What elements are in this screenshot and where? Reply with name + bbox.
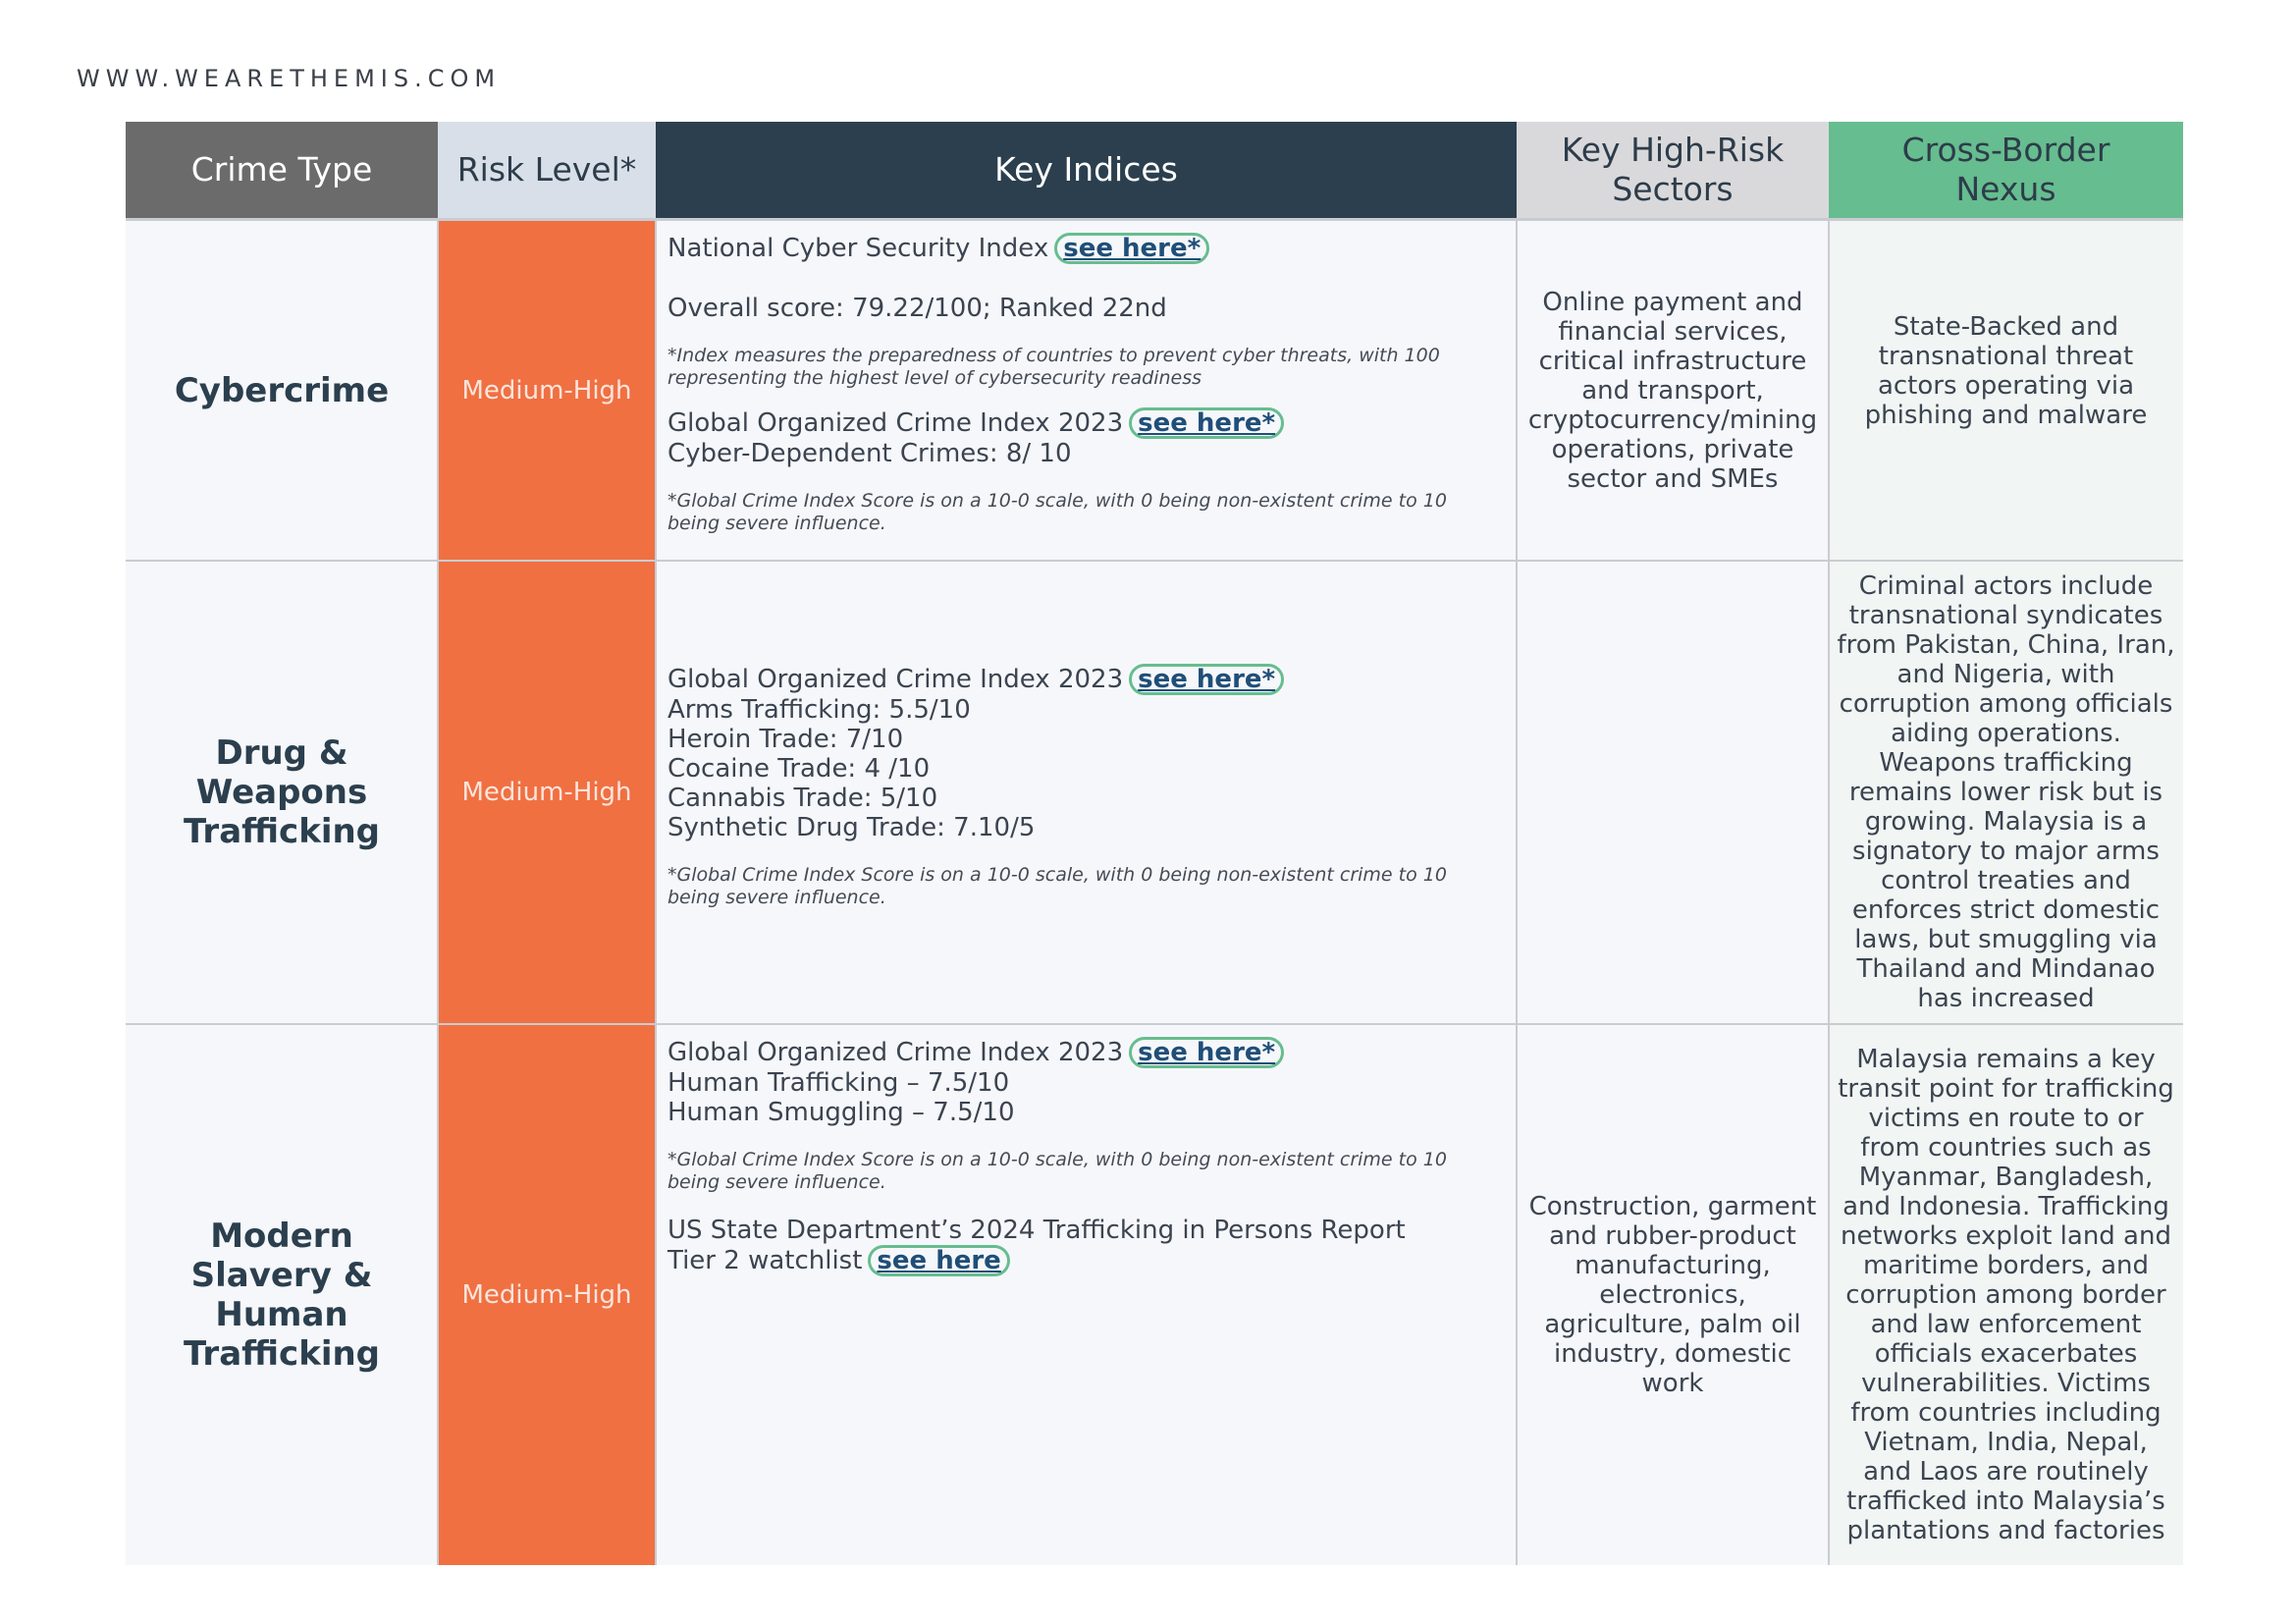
tip-watchlist-line: Tier 2 watchlist see here — [667, 1245, 1505, 1276]
row-slavery-cross-border: Malaysia remains a key transit point for trafficking victims en route to or from countries such as Myanmar, Bangladesh, and Indonesia. Trafficking networks exploit land and maritime borders, and corruption among border and law enforcement officials exacerbates vulnerabilities. Victims from countries including Vietnam, India, Nepal, and Laos are routinely trafficked into Malaysia’s plantations and factories — [1829, 1025, 2183, 1565]
row-slavery-risk: Medium-High — [438, 1025, 656, 1565]
column-divider — [1516, 218, 1518, 1565]
row-cybercrime-risk: Medium-High — [438, 221, 656, 560]
goci-line: Global Organized Crime Index 2023 see here* — [667, 664, 1505, 695]
site-url[interactable]: WWW.WEARETHEMIS.COM — [77, 65, 502, 92]
tip-report-title: US State Department’s 2024 Trafficking in Persons Report — [667, 1216, 1406, 1245]
header-risk-level: Risk Level* — [438, 122, 656, 218]
crime-risk-table — [126, 122, 2183, 1565]
tip-see-here-link[interactable]: see here — [868, 1245, 1009, 1276]
row-drug-indices — [656, 562, 1517, 1023]
header-cross-border: Cross-Border Nexus — [1829, 122, 2183, 218]
header-key-indices: Key Indices — [656, 122, 1517, 218]
goci-see-here-link[interactable]: see here* — [1129, 407, 1284, 439]
goci-note: *Global Crime Index Score is on a 10-0 scale, with 0 being non-existent crime to 10 being severe influence. — [667, 1149, 1447, 1193]
drug-score-line: Heroin Trade: 7/10 — [667, 725, 904, 754]
ncsi-note: *Index measures the preparedness of countries to prevent cyber threats, with 100 representing the highest level of cybersecurity readiness — [667, 345, 1440, 389]
drug-score-line: Synthetic Drug Trade: 7.10/5 — [667, 813, 1036, 842]
goci-cyber-score: Cyber-Dependent Crimes: 8/ 10 — [667, 439, 1072, 468]
ncsi-line: National Cyber Security Index see here* — [667, 233, 1505, 264]
column-divider — [655, 218, 657, 1565]
row-drug-type: Drug & Weapons Trafficking — [126, 562, 438, 1023]
goci-note: *Global Crime Index Score is on a 10-0 scale, with 0 being non-existent crime to 10 being severe influence. — [667, 864, 1447, 908]
drug-score-line: Cocaine Trade: 4 /10 — [667, 754, 931, 784]
goci-see-here-link[interactable]: see here* — [1129, 664, 1284, 695]
ncsi-see-here-link[interactable]: see here* — [1054, 233, 1209, 264]
drug-score-line: Arms Trafficking: 5.5/10 — [667, 695, 971, 725]
header-crime-type: Crime Type — [126, 122, 438, 218]
row-slavery-indices — [656, 1025, 1517, 1565]
goci-note: *Global Crime Index Score is on a 10-0 scale, with 0 being non-existent crime to 10 being severe influence. — [667, 490, 1447, 534]
row-drug-sectors — [1517, 562, 1829, 1023]
slavery-score-line: Human Trafficking – 7.5/10 — [667, 1068, 1010, 1098]
column-divider — [1828, 218, 1830, 1565]
row-slavery-sectors: Construction, garment and rubber-product manufacturing, electronics, agriculture, palm oil industry, domestic work — [1517, 1025, 1829, 1565]
goci-see-here-link[interactable]: see here* — [1129, 1037, 1284, 1068]
slavery-score-line: Human Smuggling – 7.5/10 — [667, 1098, 1015, 1127]
row-cybercrime-indices — [656, 221, 1517, 560]
row-drug-risk: Medium-High — [438, 562, 656, 1023]
column-divider — [437, 218, 439, 1565]
row-cybercrime-type: Cybercrime — [126, 221, 438, 560]
row-cybercrime-cross-border: State-Backed and transnational threat actors operating via phishing and malware — [1829, 221, 2183, 560]
drug-score-line: Cannabis Trade: 5/10 — [667, 784, 938, 813]
goci-line: Global Organized Crime Index 2023 see here* — [667, 407, 1505, 439]
header-sectors: Key High-Risk Sectors — [1517, 122, 1829, 218]
row-slavery-type: Modern Slavery & Human Trafficking — [126, 1025, 438, 1565]
row-drug-cross-border: Criminal actors include transnational syndicates from Pakistan, China, Iran, and Nigeria, with corruption among officials aiding operations. Weapons trafficking remains lower risk but is growing. Malaysia is a signatory to major arms control treaties and enforces strict domestic laws, but smuggling via Thailand and Mindanao has increased — [1829, 562, 2183, 1023]
goci-line: Global Organized Crime Index 2023 see here* — [667, 1037, 1505, 1068]
ncsi-score: Overall score: 79.22/100; Ranked 22nd — [667, 294, 1167, 323]
row-cybercrime-sectors: Online payment and financial services, critical infrastructure and transport, cryptocurrency/mining operations, private sector and SMEs — [1517, 221, 1829, 560]
